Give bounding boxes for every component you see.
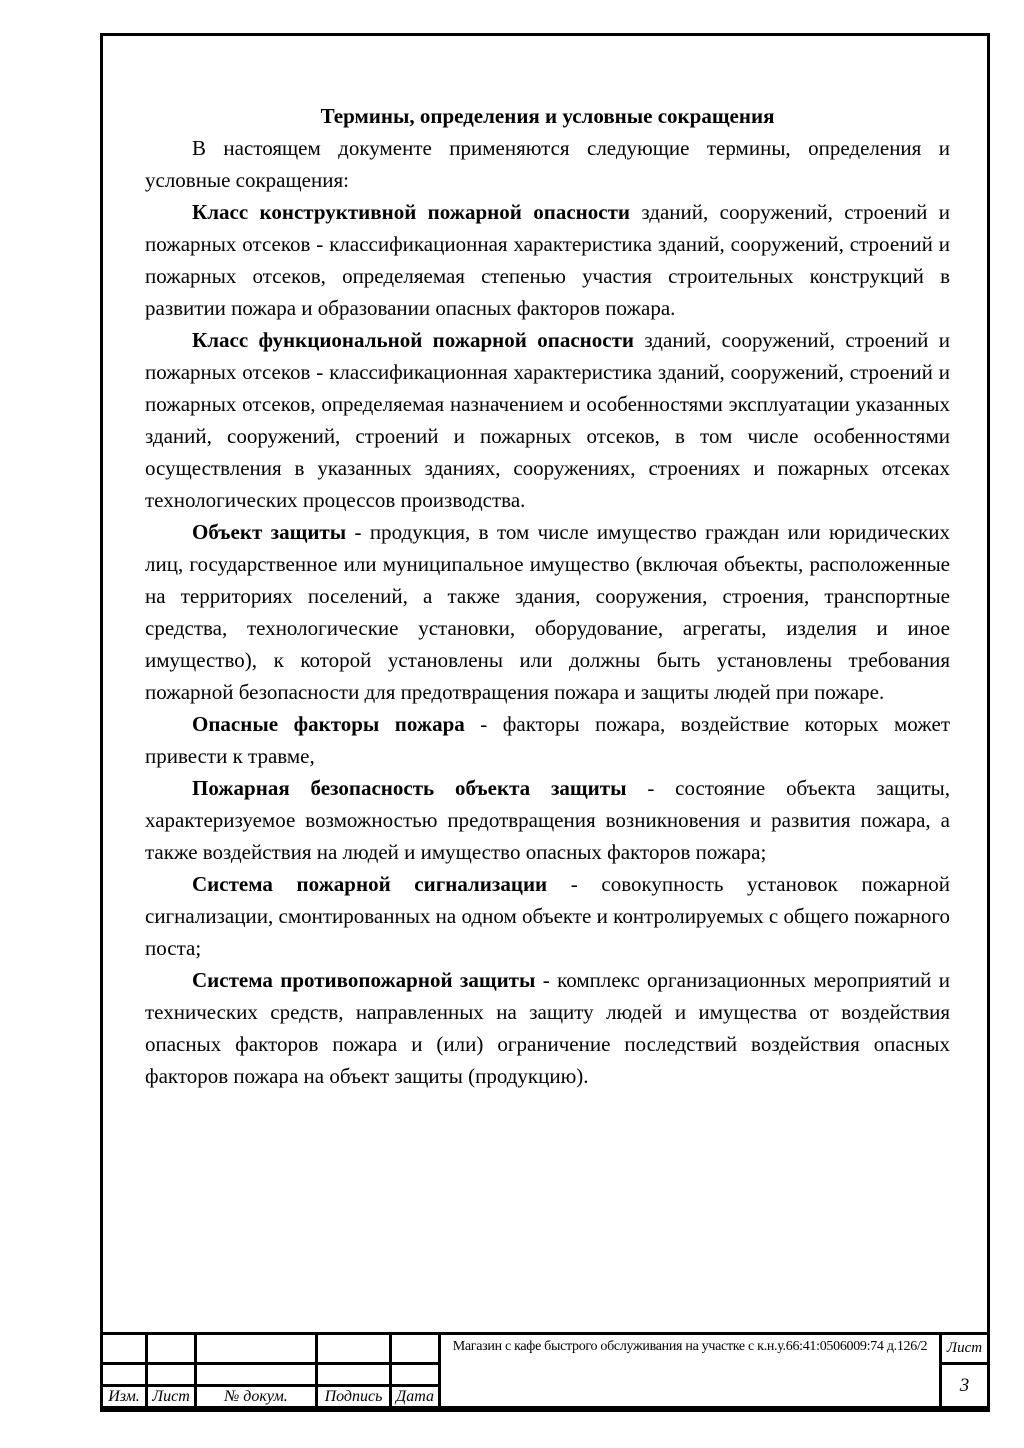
paragraph-term bbox=[145, 196, 950, 324]
sheet-label-cell bbox=[942, 1335, 987, 1362]
paragraph-term bbox=[145, 708, 950, 772]
stamp-empty-cell bbox=[103, 1335, 145, 1362]
stamp-label-doc-num: № докум. bbox=[224, 1387, 288, 1405]
paragraph-term bbox=[145, 772, 950, 868]
stamp-empty-cell bbox=[392, 1365, 438, 1384]
page-frame bbox=[100, 33, 990, 1412]
paragraph-term bbox=[145, 516, 950, 708]
stamp-label-list: Лист bbox=[152, 1387, 190, 1405]
sheet-number: 3 bbox=[959, 1374, 970, 1396]
paragraph-text: В настоящем документе применяются следующие термины, определения и условные сокращения: bbox=[145, 136, 950, 192]
sheet-number-cell bbox=[942, 1365, 987, 1406]
paragraph-intro bbox=[145, 132, 950, 196]
term-bold: Пожарная безопасность объекта защиты bbox=[192, 776, 627, 800]
project-title: Магазин с кафе быстрого обслуживания на участке с к.н.у.66:41:0506009:74 д.126/2 bbox=[452, 1339, 928, 1354]
project-title-cell bbox=[441, 1335, 939, 1406]
stamp-empty-cell bbox=[318, 1335, 389, 1362]
paragraph-term bbox=[145, 868, 950, 964]
stamp-cell-doc-num bbox=[197, 1387, 315, 1406]
stamp-label-podpis: Подпись bbox=[324, 1387, 383, 1405]
paragraph-text: - состояние объекта защиты, характеризуемое возможностью предотвращения возникновения и развития пожара, а также воздействия на людей и имущество опасных факторов пожара; bbox=[145, 776, 950, 864]
paragraph-text: - факторы пожара, воздействие которых может привести к травме, bbox=[145, 712, 950, 768]
stamp-empty-cell bbox=[197, 1335, 315, 1362]
paragraph-term bbox=[145, 324, 950, 516]
term-bold: Система противопожарной защиты bbox=[192, 968, 536, 992]
stamp-empty-cell bbox=[148, 1335, 194, 1362]
document-body bbox=[103, 36, 987, 1092]
document-title: Термины, определения и условные сокращения bbox=[320, 104, 775, 128]
stamp-empty-cell bbox=[148, 1365, 194, 1384]
paragraph-text: - продукция, в том числе имущество граждан или юридических лиц, государственное или муниципальное имущество (включая объекты, расположенные на территориях поселений, а также здания, сооружения, строения, транспортные средства, технологические установки, оборудование, агрегаты, изделия и иное имущество), к которой установлены или должны быть установлены требования пожарной безопасности для предотвращения пожара и защиты людей при пожаре. bbox=[145, 520, 950, 704]
stamp-empty-cell bbox=[197, 1365, 315, 1384]
stamp-empty-cell bbox=[318, 1365, 389, 1384]
term-bold: Система пожарной сигнализации bbox=[192, 872, 548, 896]
stamp-cell-data bbox=[392, 1387, 438, 1406]
stamp-empty-cell bbox=[392, 1335, 438, 1362]
term-bold: Объект защиты bbox=[192, 520, 347, 544]
paragraph-text: зданий, сооружений, строений и пожарных отсеков - классификационная характеристика зданий, сооружений, строений и пожарных отсеков, определяемая назначением и особенностями эксплуатации указанных зданий, сооружений, строений и пожарных отсеков, в том числе особенностями осуществления в указанных зданиях, сооружениях, строениях и пожарных отсеках технологических процессов производства. bbox=[145, 328, 950, 512]
stamp-cell-list bbox=[148, 1387, 194, 1406]
stamp-cell-izm bbox=[103, 1387, 145, 1406]
paragraph-text: зданий, сооружений, строений и пожарных отсеков - классификационная характеристика зданий, сооружений, строений и пожарных отсеков, определяемая степенью участия строительных конструкций в развитии пожара и образовании опасных факторов пожара. bbox=[145, 200, 950, 320]
sheet-label: Лист bbox=[946, 1340, 983, 1356]
paragraph-text: - совокупность установок пожарной сигнализации, смонтированных на одном объекте и контролируемых с общего пожарного поста; bbox=[145, 872, 950, 960]
stamp-cell-podpis bbox=[318, 1387, 389, 1406]
stamp-label-data: Дата bbox=[396, 1387, 434, 1405]
stamp-label-izm: Изм. bbox=[108, 1387, 140, 1405]
paragraph-text: - комплекс организационных мероприятий и технических средств, направленных на защиту людей и имущества от воздействия опасных факторов пожара и (или) ограничение последствий воздействия опасных факторов пожара на объект защиты (продукцию). bbox=[145, 968, 950, 1088]
title-block bbox=[103, 1332, 987, 1409]
term-bold: Класс конструктивной пожарной опасности bbox=[192, 200, 630, 224]
term-bold: Опасные факторы пожара bbox=[192, 712, 465, 736]
stamp-empty-cell bbox=[103, 1365, 145, 1384]
term-bold: Класс функциональной пожарной опасности bbox=[192, 328, 635, 352]
paragraph-term bbox=[145, 964, 950, 1092]
